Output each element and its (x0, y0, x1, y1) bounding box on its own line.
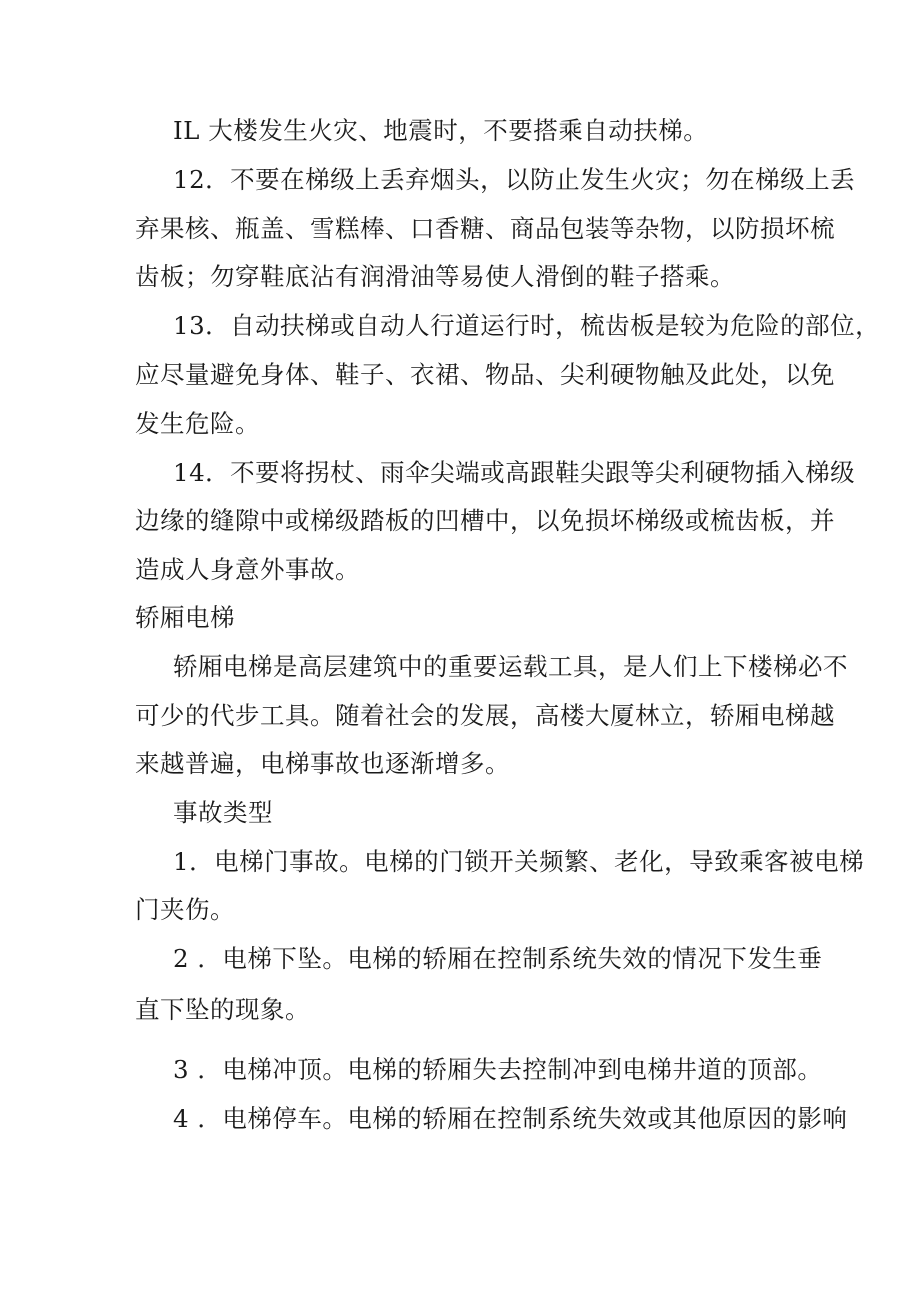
intro-line-2: 可少的代步工具。随着社会的发展，高楼大厦林立，轿厢电梯越 (135, 701, 835, 730)
item-14-line-2: 边缘的缝隙中或梯级踏板的凹槽中，以免损坏梯级或梳齿板，并 (135, 506, 835, 535)
type-4-line-1: 4 ．电梯停车。电梯的轿厢在控制系统失效或其他原因的影响 (173, 1104, 848, 1133)
type-1-line-1: 1．电梯门事故。电梯的门锁开关频繁、老化，导致乘客被电梯 (173, 847, 865, 876)
item-13-line-1: 13．自动扶梯或自动人行道运行时，梳齿板是较为危险的部位， (173, 311, 881, 340)
item-12-line-1: 12．不要在梯级上丢弃烟头，以防止发生火灾；勿在梯级上丢 (173, 165, 856, 194)
type-2-line-1: 2 ．电梯下坠。电梯的轿厢在控制系统失效的情况下发生垂 (173, 944, 823, 973)
item-13-line-2: 应尽量避免身体、鞋子、衣裙、物品、尖利硬物触及此处，以免 (135, 360, 835, 389)
type-1-line-2: 门夹伤。 (135, 895, 235, 924)
item-12-line-3: 齿板；勿穿鞋底沾有润滑油等易使人滑倒的鞋子搭乘。 (135, 262, 735, 291)
item-14-line-3: 造成人身意外事故。 (135, 555, 360, 584)
type-2-line-2: 直下坠的现象。 (135, 995, 310, 1024)
type-3-line-1: 3 ．电梯冲顶。电梯的轿厢失去控制冲到电梯井道的顶部。 (173, 1055, 823, 1084)
sub-heading: 事故类型 (173, 798, 273, 827)
item-12-line-2: 弃果核、瓶盖、雪糕棒、口香糖、商品包装等杂物，以防损坏梳 (135, 214, 835, 243)
intro-line-1: 轿厢电梯是高层建筑中的重要运载工具，是人们上下楼梯必不 (173, 652, 848, 681)
item-11-line-1: IL 大楼发生火灾、地震时，不要搭乘自动扶梯。 (173, 116, 709, 145)
item-13-line-3: 发生危险。 (135, 409, 260, 438)
intro-line-3: 来越普遍，电梯事故也逐渐增多。 (135, 749, 510, 778)
item-14-line-1: 14．不要将拐杖、雨伞尖端或高跟鞋尖跟等尖利硬物插入梯级 (173, 458, 856, 487)
section-heading: 轿厢电梯 (135, 603, 235, 632)
